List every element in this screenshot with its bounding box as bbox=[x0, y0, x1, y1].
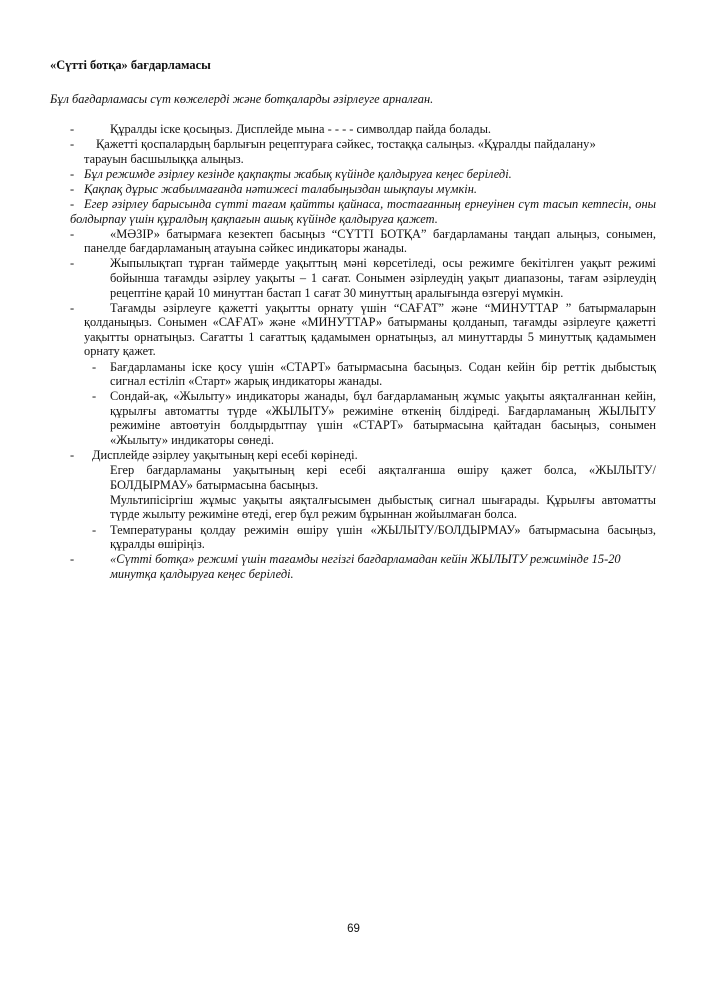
page-title: «Сүтті ботқа» бағдарламасы bbox=[50, 58, 211, 72]
bullet-dash: - bbox=[70, 256, 75, 271]
list-item-text: Сондай-ақ, «Жылыту» индикаторы жанады, бұл бағдарламаның жұмыс уақыты аяқталғаннан кейін, құрылғы автоматты түрде «ЖЫЛЫТУ» режиміне өткенің білдіреді. Бағдарламаның ЖЫЛЫТУ режиміне автоөтуін болдырдытпау үшін «СТАРТ» батырмасына қайтадан басыңыз, сонымен «Жылыту» индикаторы сөнеді. bbox=[110, 389, 656, 447]
instruction-list bbox=[0, 122, 707, 582]
list-item-text: Температураны қолдау режимін өшіру үшін «ЖЫЛЫТУ/БОЛДЫРМАУ» батырмасына басыңыз, құралды өшіріңіз. bbox=[110, 522, 656, 552]
list-item-text: Тағамды әзірлеуге қажетті уақытты орнату үшін “САҒАТ” және “МИНУТТАР ” батырмаларын қолданыңыз. Сонымен «САҒАТ» және «МИНУТТАР» батырманы қолданып, тағамды әзірлеуге қажетті уақытты орнатыңыз. Сағатты 1 сағаттық қадамымен орнатыңыз, ал минуттарды 5 минуттық қадамымен орнату қажет. bbox=[84, 300, 656, 359]
bullet-dash: - bbox=[92, 389, 97, 404]
bullet-dash: - bbox=[70, 166, 75, 181]
bullet-dash: - bbox=[70, 448, 75, 463]
list-item-continuation bbox=[0, 493, 707, 522]
list-item-continuation bbox=[0, 463, 707, 492]
list-item-text: Егер әзірлеу барысында сүтті тағам қайтты қайнаса, тостағанның ернеуінен сүт тасып кетпесін, оны болдырпау үшін құралдың қақпағын ашық күйінде қалдыруға қажет. bbox=[70, 196, 656, 226]
page-number: 69 bbox=[347, 923, 360, 935]
list-item bbox=[0, 227, 707, 256]
list-item bbox=[0, 552, 707, 581]
bullet-dash: - bbox=[70, 137, 75, 152]
bullet-dash: - bbox=[70, 122, 75, 136]
list-item-text: Бағдарламаны іске қосу үшін «СТАРТ» батырмасына басыңыз. Содан кейін бір реттік дыбыстық сигнал естіліп «Старт» жарық индикаторы жанады. bbox=[110, 359, 656, 389]
list-item bbox=[0, 122, 707, 137]
bullet-dash: - bbox=[70, 196, 75, 211]
list-item-text: Қақпақ дұрыс жабылмағанда нәтижесі талабыңыздан шықпауы мүмкін. bbox=[84, 181, 477, 196]
list-item bbox=[0, 301, 707, 359]
list-item bbox=[0, 182, 707, 197]
list-item bbox=[0, 523, 707, 552]
list-item-text: «МӘЗІР» батырмаға кезектеп басыңыз “СҮТТІ БОТҚА” бағдарламаны таңдап алыңыз, сонымен, панелде бағдарламаның атауына сәйкес индикаторы жанады. bbox=[84, 226, 656, 256]
list-item bbox=[0, 389, 707, 447]
list-item bbox=[0, 197, 707, 226]
list-item-text: Дисплейде әзірлеу уақытының кері есебі көрінеді. bbox=[92, 448, 358, 463]
list-item bbox=[0, 167, 707, 182]
bullet-dash: - bbox=[70, 181, 75, 196]
list-item-text: Жыпылықтап тұрған таймерде уақыттың мәні көрсетіледі, осы режимге бекітілген уақыт режимі бойынша тағамды әзірлеу уақыты – 1 сағат. Сонымен әзірлеудің уақыт диапазоны, тағам әзірлеудің рецептіне қарай 10 минуттан бастап 1 сағат 30 минуттың аралығында өзгеруі мүмкін. bbox=[110, 256, 656, 300]
list-item-text: Қажетті қоспалардың барлығын рецептураға сәйкес, тостаққа салыңыз. «Құралды пайдалану» тарауын басшылыққа алыңыз. bbox=[84, 137, 596, 166]
list-item-text: Егер бағдарламаны уақытының кері есебі аяқталғанша өшіру қажет болса, «ЖЫЛЫТУ/БОЛДЫРМАУ» батырмасына басыңыз. bbox=[110, 463, 656, 492]
list-item-text: Мультипісіргіш жұмыс уақыты аяқталғысымен дыбыстық сигнал шығарады. Құрылғы автоматты түрде жылыту режиміне өтеді, егер бұл режим бұрыннан жойылмаған болса. bbox=[110, 492, 656, 522]
bullet-dash: - bbox=[70, 300, 75, 315]
list-item-text: Бұл режимде әзірлеу кезінде қақпақты жабық күйінде қалдыруға кеңес беріледі. bbox=[84, 166, 512, 181]
bullet-dash: - bbox=[92, 522, 97, 537]
list-item-text: «Сүтті ботқа» режимі үшін тағамды негізгі бағдарламадан кейін ЖЫЛЫТУ режимінде 15-20 минутқа қалдыруға кеңес беріледі. bbox=[110, 552, 621, 581]
bullet-dash: - bbox=[70, 552, 75, 567]
list-item bbox=[0, 448, 707, 463]
list-item bbox=[0, 360, 707, 389]
bullet-dash: - bbox=[92, 359, 97, 374]
bullet-dash: - bbox=[70, 226, 75, 241]
list-item bbox=[0, 137, 707, 166]
intro-text: Бұл бағдарламасы сүт көжелерді және ботқаларды әзірлеуге арналған. bbox=[50, 92, 434, 106]
list-item bbox=[0, 256, 707, 300]
list-item-text: Құралды іске қосыңыз. Дисплейде мына - - - - символдар пайда болады. bbox=[110, 122, 491, 136]
